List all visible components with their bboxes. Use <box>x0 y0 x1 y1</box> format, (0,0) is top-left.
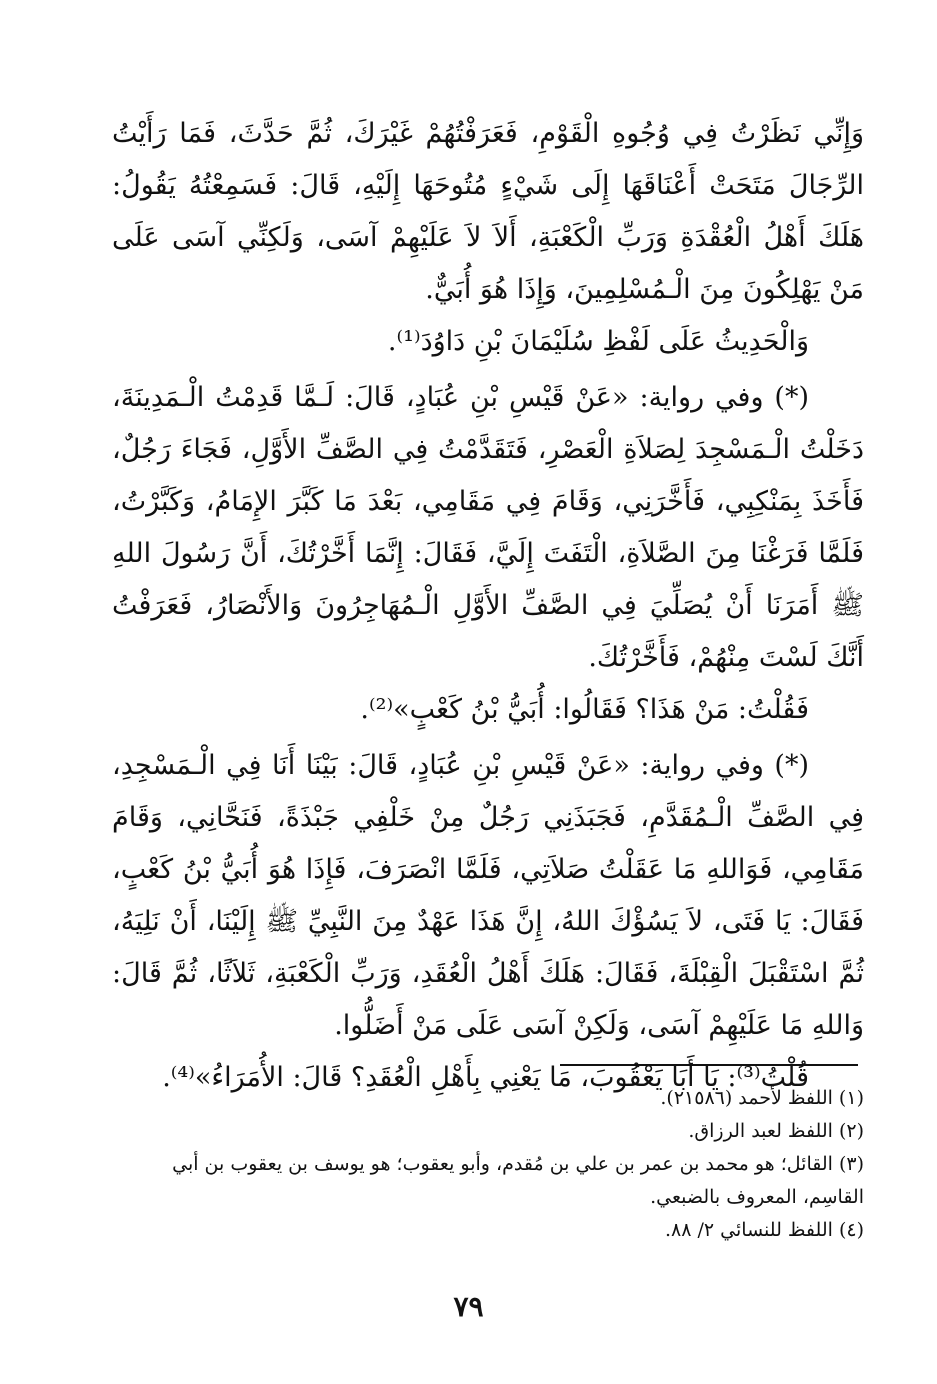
footnote-separator <box>560 1064 858 1066</box>
footnote-3: (٣) القائل؛ هو محمد بن عمر بن علي بن مُقدم، وأبو يعقوب؛ هو يوسف بن يعقوب بن أبي القاسِم، المعروف بالضبعي. <box>172 1153 864 1208</box>
main-text <box>112 108 864 1104</box>
paragraph-narration-2: (*) وفي رواية: «عَنْ قَيْسِ بْنِ عُبَادٍ، قَالَ: بَيْنَا أَنَا فِي الْـمَسْجِدِ، فِي الصَّفِّ الْـمُقَدَّمِ، فَجَبَذَنِي رَجُلٌ مِنْ خَلْفِي جَبْذَةً، فَنَحَّانِي، وَقَامَ مَقَامِي، فَوَاللهِ مَا عَقَلْتُ صَلاَتِي، فَلَمَّا انْصَرَفَ، فَإِذَا هُوَ أُبَيُّ بْنُ كَعْبٍ، فَقَالَ: يَا فَتَى، لاَ يَسُؤْكَ اللهُ، إِنَّ هَذَا عَهْدٌ مِنَ النَّبِيِّ ﷺ إِلَيْنَا، أَنْ نَلِيَهُ، ثُمَّ اسْتَقْبَلَ الْقِبْلَةَ، فَقَالَ: هَلَكَ أَهْلُ الْعُقَدِ، وَرَبِّ الْكَعْبَةِ، ثَلاَثًا، ثُمَّ قَالَ: وَاللهِ مَا عَلَيْهِمْ آسَى، وَلَكِنْ آسَى عَلَى مَنْ أَضَلُّوا. <box>112 750 864 1041</box>
footnote-4: (٤) اللفظ للنسائي ٢/ ٨٨. <box>665 1219 864 1241</box>
page-number: ٧٩ <box>453 1290 484 1323</box>
paragraph-narration-1: (*) وفي رواية: «عَنْ قَيْسِ بْنِ عُبَادٍ، قَالَ: لَـمَّا قَدِمْتُ الْـمَدِينَةَ، دَخَلْتُ الْـمَسْجِدَ لِصَلاَةِ الْعَصْرِ، فَتَقَدَّمْتُ فِي الصَّفِّ الأَوَّلِ، فَجَاءَ رَجُلٌ، فَأَخَذَ بِمَنْكِبِي، فَأَخَّرَنِي، وَقَامَ فِي مَقَامِي، بَعْدَ مَا كَبَّرَ الإِمَامُ، وَكَبَّرْتُ، فَلَمَّا فَرَغْنَا مِنَ الصَّلاَةِ، الْتَفَتَ إِلَيَّ، فَقَالَ: إِنَّمَا أَخَّرْتُكَ، أَنَّ رَسُولَ اللهِ ﷺ أَمَرَنَا أَنْ يُصَلِّيَ فِي الصَّفِّ الأَوَّلِ الْـمُهَاجِرُونَ وَالأَنْصَارُ، فَعَرَفْتُ أَنَّكَ لَسْتَ مِنْهُمْ، فَأَخَّرْتُكَ. <box>112 382 864 673</box>
footnotes <box>112 1082 864 1247</box>
footnote-2: (٢) اللفظ لعبد الرزاق. <box>688 1120 864 1142</box>
paragraph-continuation: وَإِنِّي نَظَرْتُ فِي وُجُوهِ الْقَوْمِ، فَعَرَفْتُهُمْ غَيْرَكَ، ثُمَّ حَدَّثَ، فَمَا رَأَيْتُ الرِّجَالَ مَتَحَتْ أَعْنَاقَهَا إِلَى شَيْءٍ مُتُوحَهَا إِلَيْهِ، قَالَ: فَسَمِعْتُهُ يَقُولُ: هَلَكَ أَهْلُ الْعُقْدَةِ وَرَبِّ الْكَعْبَةِ، أَلاَ لاَ عَلَيْهِمْ آسَى، وَلَكِنِّي آسَى عَلَى مَنْ يَهْلِكُونَ مِنَ الْـمُسْلِمِينَ، وَإِذَا هُوَ أُبَيٌّ. <box>112 118 865 305</box>
paragraph-hadith-source: وَالْحَدِيثُ عَلَى لَفْظِ سُلَيْمَانَ بْنِ دَاوُدَ⁽¹⁾. <box>387 326 809 357</box>
paragraph-narration-2-end: قُلْتُ⁽³⁾: يَا أَبَا يَعْقُوبَ، مَا يَعْنِي بِأَهْلِ الْعُقَدِ؟ قَالَ: الأُمَرَاءُ»⁽⁴⁾. <box>162 1062 809 1093</box>
footnote-1: (١) اللفظ لأحمد (٢١٥٨٦). <box>660 1087 864 1109</box>
paragraph-narration-1-end: فَقُلْتُ: مَنْ هَذَا؟ فَقَالُوا: أُبَيُّ بْنُ كَعْبٍ»⁽²⁾. <box>360 694 809 725</box>
